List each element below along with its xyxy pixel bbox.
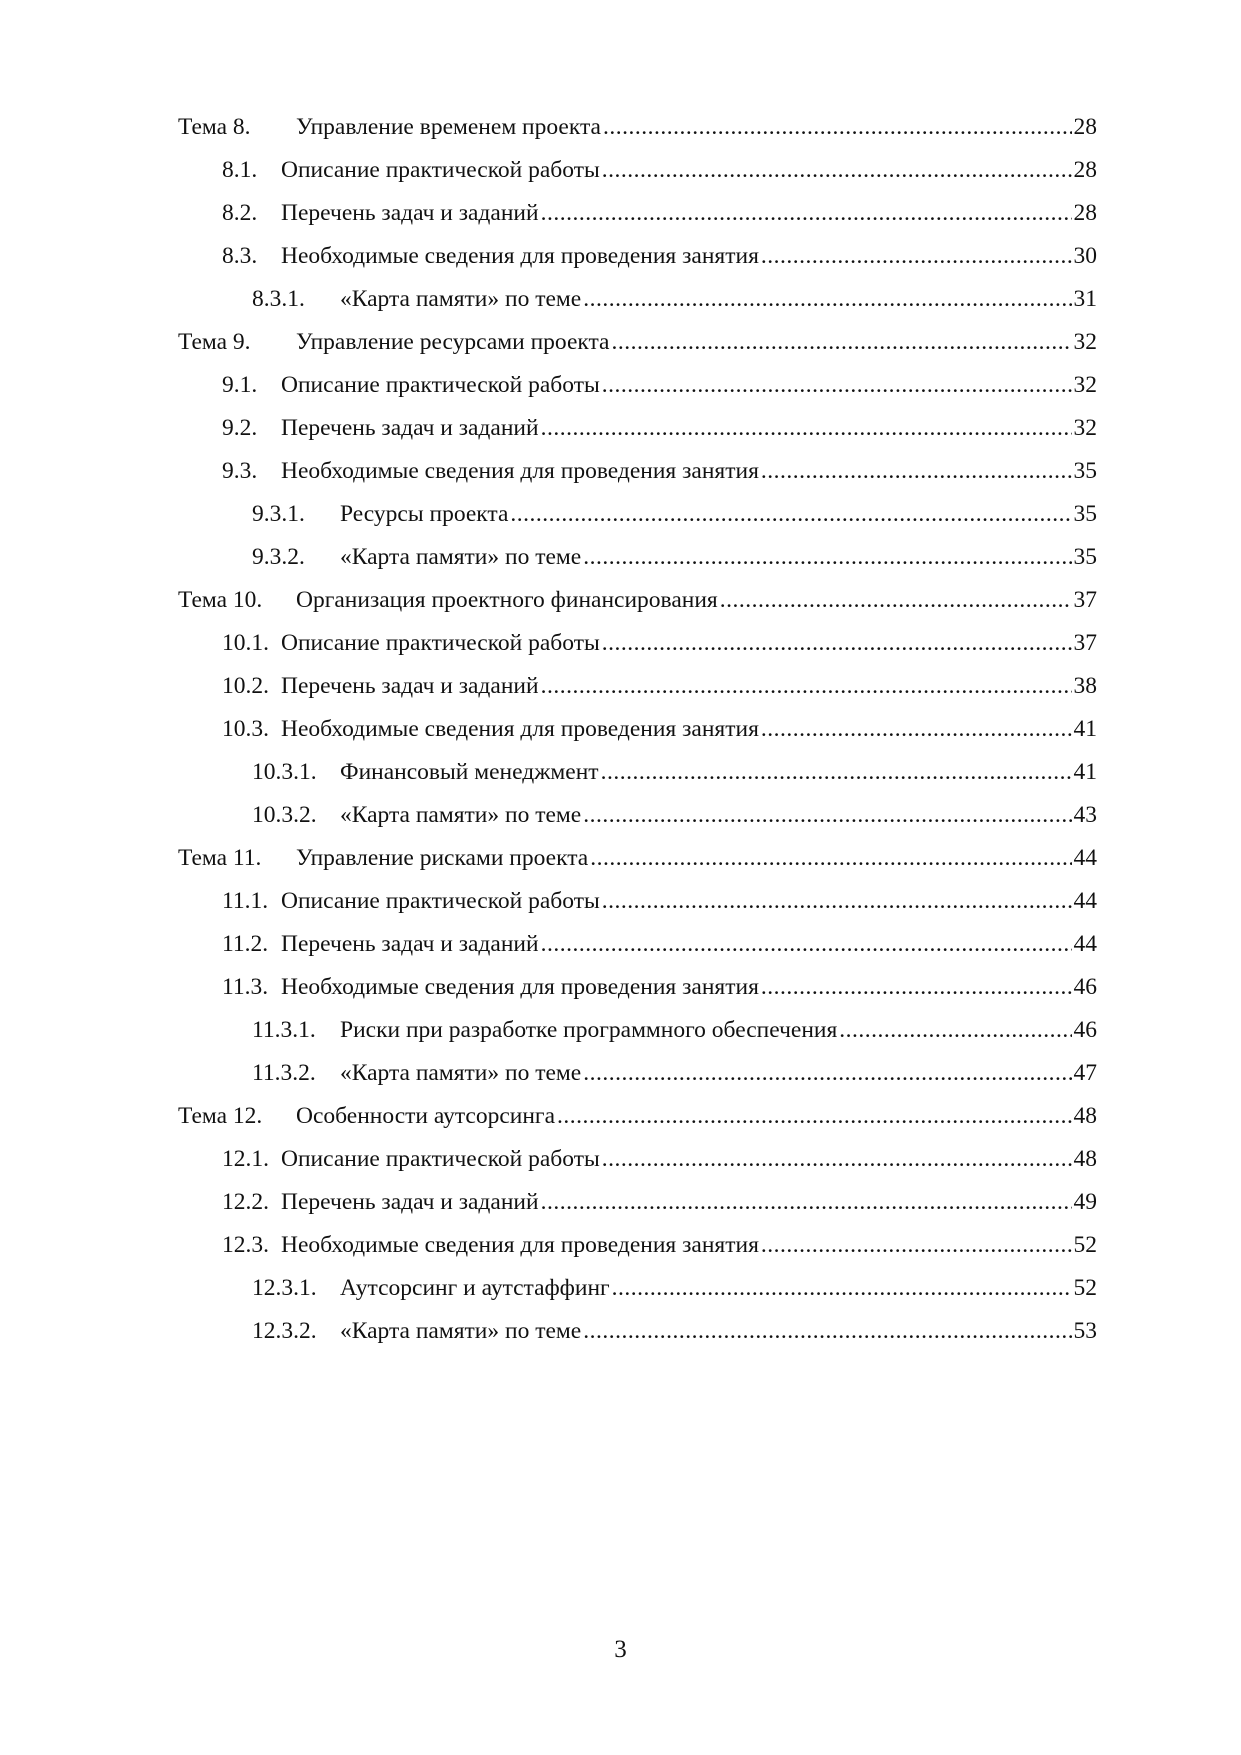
toc-entry-title: Организация проектного финансирования: [296, 587, 718, 613]
dot-leader: [761, 715, 1072, 743]
toc-entry-page: 52: [1073, 1232, 1097, 1258]
page-number: 3: [614, 1636, 627, 1663]
dot-leader: [583, 1317, 1071, 1345]
toc-entry-page: 35: [1073, 458, 1097, 484]
toc-entry[interactable]: [178, 414, 1097, 457]
toc-entry-number: 12.3.: [222, 1232, 269, 1258]
dot-leader: [541, 414, 1072, 442]
dot-leader: [839, 1016, 1071, 1044]
toc-entry-number: 12.1.: [222, 1146, 269, 1172]
toc-entry-page: 48: [1073, 1103, 1097, 1129]
toc-entry[interactable]: [178, 1317, 1097, 1360]
toc-entry-title: Перечень задач и заданий: [281, 673, 539, 699]
dot-leader: [541, 199, 1072, 227]
toc-entry-number: 12.3.1.: [252, 1275, 317, 1301]
toc-entry-page: 48: [1073, 1146, 1097, 1172]
toc-entry-number: Тема 10.: [178, 587, 263, 613]
toc-entry-title: Перечень задач и заданий: [281, 415, 539, 441]
table-of-contents: [178, 113, 1097, 1360]
toc-entry-page: 41: [1073, 716, 1097, 742]
toc-entry-page: 47: [1073, 1060, 1097, 1086]
dot-leader: [583, 543, 1071, 571]
toc-entry-page: 44: [1073, 931, 1097, 957]
toc-entry-page: 49: [1073, 1189, 1097, 1215]
toc-entry-number: 10.2.: [222, 673, 269, 699]
toc-entry[interactable]: [178, 199, 1097, 242]
toc-entry-title: Необходимые сведения для проведения занятия: [281, 716, 759, 742]
toc-entry[interactable]: [178, 930, 1097, 973]
toc-entry-page: 46: [1073, 1017, 1097, 1043]
toc-entry[interactable]: [178, 1016, 1097, 1059]
toc-entry[interactable]: [178, 1231, 1097, 1274]
toc-entry-page: 32: [1073, 329, 1097, 355]
toc-entry[interactable]: [178, 887, 1097, 930]
toc-entry-number: 10.3.2.: [252, 802, 317, 828]
toc-entry-page: 31: [1073, 286, 1097, 312]
toc-entry-page: 28: [1073, 157, 1097, 183]
dot-leader: [611, 328, 1071, 356]
toc-entry[interactable]: [178, 1188, 1097, 1231]
toc-entry-title: «Карта памяти» по теме: [340, 1318, 582, 1344]
toc-entry-title: «Карта памяти» по теме: [340, 544, 582, 570]
toc-entry[interactable]: [178, 371, 1097, 414]
toc-entry-page: 43: [1073, 802, 1097, 828]
dot-leader: [603, 113, 1072, 141]
toc-entry-title: Аутсорсинг и аутстаффинг: [340, 1275, 610, 1301]
toc-entry-title: Управление рисками проекта: [296, 845, 589, 871]
dot-leader: [761, 1231, 1072, 1259]
toc-entry-page: 28: [1073, 200, 1097, 226]
toc-entry[interactable]: [178, 715, 1097, 758]
toc-entry-title: Ресурсы проекта: [340, 501, 509, 527]
toc-entry-number: 11.3.: [222, 974, 269, 1000]
toc-entry-number: Тема 9.: [178, 329, 251, 355]
toc-entry-number: 10.3.1.: [252, 759, 317, 785]
toc-entry-title: «Карта памяти» по теме: [340, 1060, 582, 1086]
toc-entry-title: Необходимые сведения для проведения занятия: [281, 243, 759, 269]
toc-entry-title: Необходимые сведения для проведения занятия: [281, 974, 759, 1000]
toc-entry-page: 38: [1073, 673, 1097, 699]
toc-entry-title: Описание практической работы: [281, 372, 600, 398]
toc-entry[interactable]: [178, 156, 1097, 199]
dot-leader: [602, 156, 1072, 184]
toc-entry-number: 11.2.: [222, 931, 269, 957]
toc-entry[interactable]: [178, 500, 1097, 543]
toc-entry[interactable]: [178, 586, 1097, 629]
toc-entry-title: Описание практической работы: [281, 630, 600, 656]
toc-entry-page: 28: [1073, 114, 1097, 140]
toc-entry[interactable]: [178, 629, 1097, 672]
dot-leader: [590, 844, 1071, 872]
toc-entry[interactable]: [178, 457, 1097, 500]
toc-entry-number: 9.3.1.: [252, 501, 305, 527]
toc-entry-page: 37: [1073, 587, 1097, 613]
dot-leader: [510, 500, 1071, 528]
dot-leader: [601, 758, 1072, 786]
dot-leader: [541, 672, 1072, 700]
toc-entry-title: Финансовый менеджмент: [340, 759, 599, 785]
toc-entry-page: 32: [1073, 372, 1097, 398]
toc-entry[interactable]: [178, 1274, 1097, 1317]
dot-leader: [602, 1145, 1072, 1173]
toc-entry-title: Перечень задач и заданий: [281, 931, 539, 957]
toc-entry-page: 32: [1073, 415, 1097, 441]
toc-entry-page: 52: [1073, 1275, 1097, 1301]
toc-entry-title: Необходимые сведения для проведения занятия: [281, 458, 759, 484]
toc-entry[interactable]: [178, 672, 1097, 715]
toc-entry-title: Риски при разработке программного обеспечения: [340, 1017, 838, 1043]
toc-entry-title: Описание практической работы: [281, 157, 600, 183]
toc-entry[interactable]: [178, 1059, 1097, 1102]
toc-entry-number: Тема 12.: [178, 1103, 263, 1129]
toc-entry-number: Тема 11.: [178, 845, 262, 871]
toc-entry-number: 11.3.1.: [252, 1017, 316, 1043]
toc-entry-page: 41: [1073, 759, 1097, 785]
toc-entry[interactable]: [178, 973, 1097, 1016]
toc-entry[interactable]: [178, 758, 1097, 801]
toc-entry-number: 8.3.1.: [252, 286, 305, 312]
toc-entry-page: 35: [1073, 501, 1097, 527]
toc-entry-title: «Карта памяти» по теме: [340, 802, 582, 828]
dot-leader: [541, 930, 1072, 958]
toc-entry-page: 30: [1073, 243, 1097, 269]
dot-leader: [583, 1059, 1071, 1087]
dot-leader: [761, 242, 1072, 270]
dot-leader: [602, 887, 1072, 915]
toc-entry[interactable]: [178, 844, 1097, 887]
dot-leader: [761, 973, 1072, 1001]
dot-leader: [612, 1274, 1072, 1302]
toc-entry-number: 11.3.2.: [252, 1060, 316, 1086]
toc-entry-page: 53: [1073, 1318, 1097, 1344]
toc-entry-number: 10.1.: [222, 630, 269, 656]
toc-entry[interactable]: [178, 801, 1097, 844]
toc-entry[interactable]: [178, 113, 1097, 156]
toc-entry[interactable]: [178, 1145, 1097, 1188]
toc-entry-title: «Карта памяти» по теме: [340, 286, 582, 312]
toc-entry-title: Перечень задач и заданий: [281, 200, 539, 226]
toc-entry-number: 8.3.: [222, 243, 258, 269]
toc-entry-title: Необходимые сведения для проведения занятия: [281, 1232, 759, 1258]
dot-leader: [761, 457, 1072, 485]
toc-entry[interactable]: [178, 543, 1097, 586]
toc-entry-page: 44: [1073, 845, 1097, 871]
dot-leader: [602, 371, 1072, 399]
toc-entry-number: 9.1.: [222, 372, 258, 398]
dot-leader: [557, 1102, 1072, 1130]
toc-entry-page: 37: [1073, 630, 1097, 656]
toc-entry-number: Тема 8.: [178, 114, 251, 140]
toc-entry[interactable]: [178, 285, 1097, 328]
toc-entry-page: 46: [1073, 974, 1097, 1000]
toc-entry-number: 8.1.: [222, 157, 258, 183]
toc-entry-page: 44: [1073, 888, 1097, 914]
toc-entry-number: 9.3.: [222, 458, 258, 484]
toc-entry-number: 11.1.: [222, 888, 269, 914]
toc-entry[interactable]: [178, 242, 1097, 285]
dot-leader: [720, 586, 1072, 614]
toc-entry-number: 10.3.: [222, 716, 269, 742]
toc-entry-title: Перечень задач и заданий: [281, 1189, 539, 1215]
dot-leader: [583, 801, 1071, 829]
toc-entry[interactable]: [178, 1102, 1097, 1145]
toc-entry-number: 12.3.2.: [252, 1318, 317, 1344]
dot-leader: [541, 1188, 1072, 1216]
toc-entry-number: 12.2.: [222, 1189, 269, 1215]
dot-leader: [583, 285, 1071, 313]
toc-entry-title: Описание практической работы: [281, 888, 600, 914]
toc-entry-title: Особенности аутсорсинга: [296, 1103, 555, 1129]
toc-entry[interactable]: [178, 328, 1097, 371]
toc-entry-number: 9.2.: [222, 415, 258, 441]
toc-entry-title: Управление временем проекта: [296, 114, 601, 140]
toc-entry-number: 8.2.: [222, 200, 258, 226]
toc-entry-title: Управление ресурсами проекта: [296, 329, 610, 355]
toc-entry-number: 9.3.2.: [252, 544, 305, 570]
toc-entry-title: Описание практической работы: [281, 1146, 600, 1172]
dot-leader: [602, 629, 1072, 657]
toc-entry-page: 35: [1073, 544, 1097, 570]
